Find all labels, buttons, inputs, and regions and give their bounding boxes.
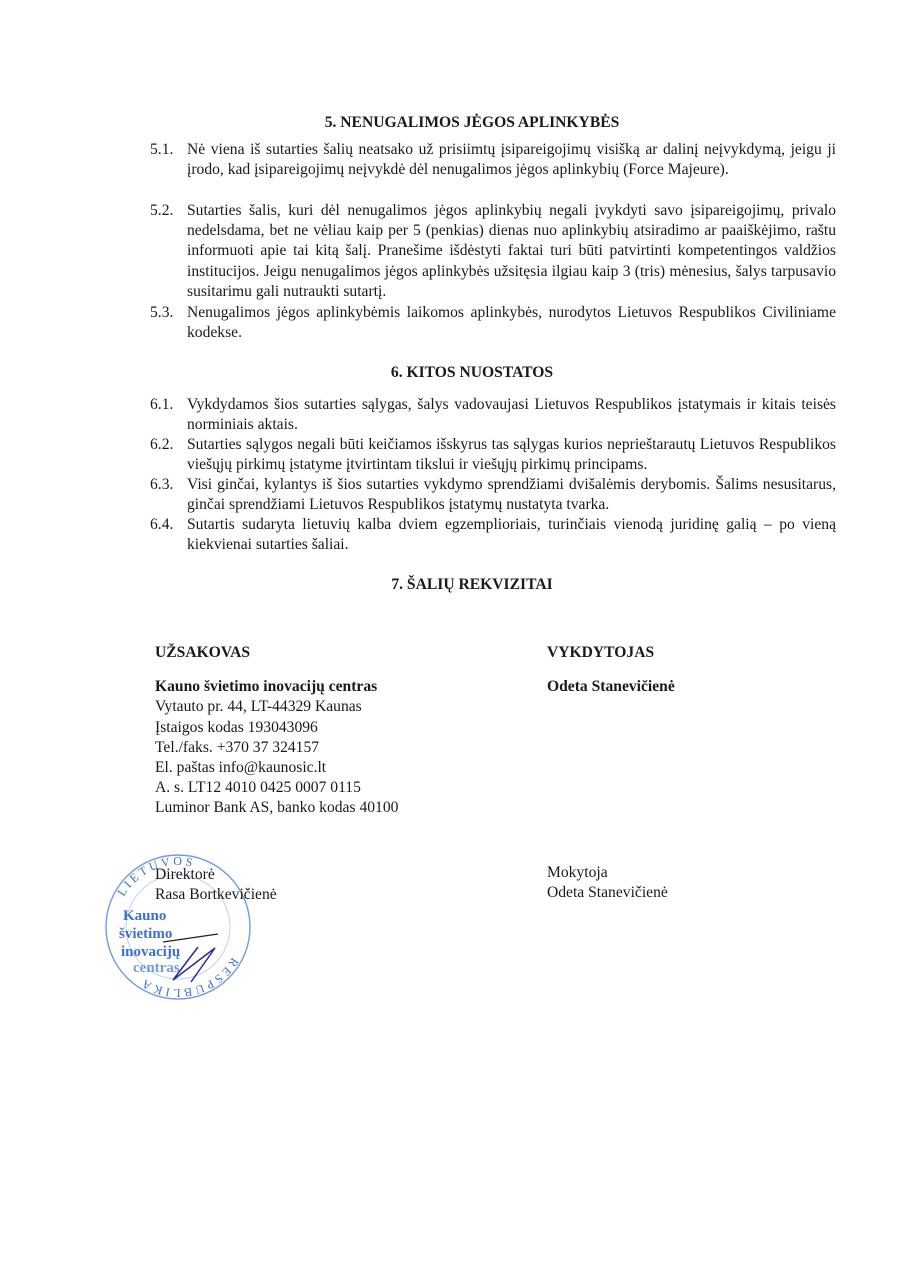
- clause-text: Vykdydamos šios sutarties sąlygas, šalys vadovaujasi Lietuvos Respublikos įstatymais ir kitais teisės norminiais aktais.: [187, 396, 836, 434]
- clause-text: Sutartis sudaryta lietuvių kalba dviem egzemplioriais, turinčiais vienodą juridinę galią – po vieną kiekvienai sutarties šaliai.: [187, 516, 836, 554]
- svg-text:švietimo: švietimo: [119, 926, 173, 942]
- clause-5-3: [150, 303, 836, 343]
- contractor-signer-name: Odeta Stanevičienė: [547, 884, 668, 902]
- clause-text: Nenugalimos jėgos aplinkybėmis laikomos aplinkybės, nurodytos Lietuvos Respublikos Civiliniame kodekse.: [187, 304, 836, 342]
- section-6-title: 6. KITOS NUOSTATOS: [390, 364, 554, 381]
- customer-account: A. s. LT12 4010 0425 0007 0115: [155, 779, 361, 797]
- customer-phone: Tel./faks. +370 37 324157: [155, 738, 320, 756]
- clause-number: 5.3.: [150, 304, 174, 321]
- clause-number: 5.2.: [150, 202, 174, 219]
- customer-email: El. paštas info@kaunosic.lt: [155, 759, 327, 777]
- section-5-title: 5. NENUGALIMOS JĖGOS APLINKYBĖS: [324, 114, 620, 131]
- contractor-signer-title: Mokytoja: [547, 864, 608, 881]
- customer-heading: UŽSAKOVAS: [155, 644, 251, 661]
- customer-address: Vytauto pr. 44, LT-44329 Kaunas: [155, 698, 362, 716]
- clause-5-1: [150, 140, 836, 180]
- customer-signer-name: Rasa Bortkevičienė: [155, 886, 277, 904]
- contractor-details: [547, 643, 675, 697]
- svg-text:centras: centras: [133, 960, 180, 976]
- clause-text: Nė viena iš sutarties šalių neatsako už prisiimtų įsipareigojimų visišką ar dalinį neįvykdymą, jeigu ji įrodo, kad įsipareigojimų neįvykdė dėl nenugalimos jėgos aplinkybių (Force Majeure).: [187, 141, 836, 179]
- clause-number: 6.2.: [150, 436, 174, 453]
- customer-signer-title: Direktorė: [155, 866, 215, 883]
- clause-number: 5.1.: [150, 141, 174, 158]
- clause-6-2: [150, 435, 836, 475]
- customer-name: Kauno švietimo inovacijų centras: [155, 678, 378, 696]
- svg-text:RESPUBLIKA: RESPUBLIKA: [136, 955, 242, 1001]
- customer-signature: [155, 865, 277, 905]
- customer-bank: Luminor Bank AS, banko kodas 40100: [155, 799, 399, 817]
- customer-code: Įstaigos kodas 193043096: [155, 718, 318, 736]
- section-7-title: 7. ŠALIŲ REKVIZITAI: [391, 576, 553, 593]
- clause-text: Sutarties sąlygos negali būti keičiamos išskyrus tas sąlygas kurios neprieštarautų Lietuvos Respublikos viešųjų pirkimų įstatyme įtvirtintam tikslui ir viešųjų pirkimų principams.: [187, 436, 836, 474]
- customer-details: [155, 643, 398, 819]
- clause-number: 6.4.: [150, 516, 174, 533]
- clause-number: 6.3.: [150, 476, 174, 493]
- clause-number: 6.1.: [150, 396, 174, 413]
- clause-6-4: [150, 515, 836, 555]
- clause-6-1: [150, 395, 836, 435]
- clause-6-3: [150, 475, 836, 515]
- clause-5-2: [150, 201, 836, 302]
- clause-text: Visi ginčai, kylantys iš šios sutarties vykdymo sprendžiami dvišalėmis derybomis. Šalims nesusitarus, ginčai sprendžiami Lietuvos Respublikos įstatymų nustatyta tvarka.: [187, 476, 836, 514]
- svg-text:Kauno: Kauno: [123, 908, 167, 924]
- svg-text:inovacijų: inovacijų: [121, 944, 181, 960]
- contractor-name: Odeta Stanevičienė: [547, 678, 675, 696]
- clause-text: Sutarties šalis, kuri dėl nenugalimos jėgos aplinkybių negali įvykdyti savo įsipareigojimų, privalo nedelsdama, bet ne vėliau kaip per 5 (penkias) dienas nuo aplinkybių atsiradimo ar paaiškėjimo, raštu informuoti apie tai kitą šalį. Pranešime išdėstyti faktai turi būti patvirtinti kompetentingos valdžios institucijos. Jeigu nenugalimos jėgos aplinkybės užsitęsia ilgiau kaip 3 (tris) mėnesius, šalys tarpusavio susitarimu gali nutraukti sutartį.: [187, 202, 836, 300]
- contractor-signature: [547, 863, 668, 903]
- svg-text:LIETUVOS: LIETUVOS: [114, 853, 197, 899]
- contractor-heading: VYKDYTOJAS: [547, 644, 655, 661]
